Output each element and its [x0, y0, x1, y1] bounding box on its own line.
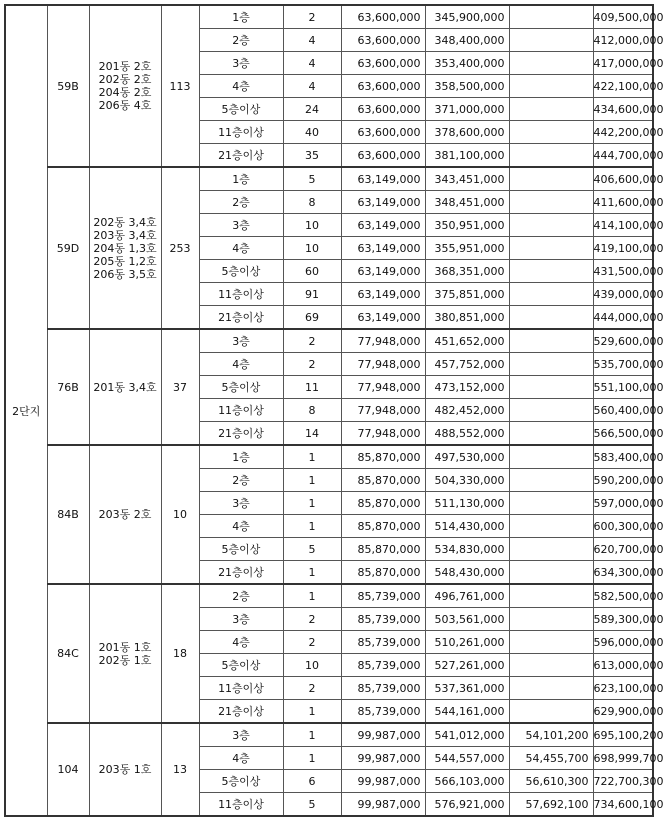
building-price-cell: 345,900,000 — [425, 5, 509, 29]
building-price-cell: 527,261,000 — [425, 654, 509, 677]
building-price-cell: 381,100,000 — [425, 144, 509, 168]
total-price-cell: 411,600,000 — [593, 191, 653, 214]
building-price-cell: 541,012,000 — [425, 723, 509, 747]
dong-line: 201동 1호 — [98, 640, 152, 654]
floor-cell: 21층이상 — [199, 700, 283, 724]
building-price-cell: 371,000,000 — [425, 98, 509, 121]
option-price-cell — [509, 631, 593, 654]
total-price-cell: 406,600,000 — [593, 167, 653, 191]
table-row — [5, 329, 653, 353]
floor-cell: 5층이상 — [199, 98, 283, 121]
total-price-cell: 417,000,000 — [593, 52, 653, 75]
total-price-cell: 529,600,000 — [593, 329, 653, 353]
dong-line: 201동 2호 — [98, 60, 152, 73]
option-price-cell: 57,692,100 — [509, 793, 593, 817]
option-price-cell — [509, 52, 593, 75]
land-price-cell: 77,948,000 — [341, 353, 425, 376]
building-price-cell: 576,921,000 — [425, 793, 509, 817]
option-price-cell — [509, 608, 593, 631]
total-price-cell: 613,000,000 — [593, 654, 653, 677]
option-price-cell — [509, 700, 593, 724]
building-price-cell: 511,130,000 — [425, 492, 509, 515]
total-price-cell: 634,300,000 — [593, 561, 653, 585]
count-cell: 1 — [283, 584, 341, 608]
total-price-cell: 434,600,000 — [593, 98, 653, 121]
count-cell: 91 — [283, 283, 341, 306]
dong-line: 202동 1호 — [98, 653, 152, 667]
unit-total-cell: 10 — [161, 445, 199, 584]
building-price-cell: 473,152,000 — [425, 376, 509, 399]
total-price-cell: 695,100,200 — [593, 723, 653, 747]
land-price-cell: 85,870,000 — [341, 515, 425, 538]
floor-cell: 11층이상 — [199, 793, 283, 817]
land-price-cell: 77,948,000 — [341, 376, 425, 399]
building-price-cell: 380,851,000 — [425, 306, 509, 330]
total-price-cell: 412,000,000 — [593, 29, 653, 52]
count-cell: 2 — [283, 608, 341, 631]
unit-type-cell: 76B — [47, 329, 89, 445]
dong-cell — [89, 584, 161, 723]
count-cell: 40 — [283, 121, 341, 144]
unit-type-cell: 59B — [47, 5, 89, 167]
dong-line: 203동 2호 — [98, 508, 152, 521]
count-cell: 2 — [283, 353, 341, 376]
option-price-cell — [509, 399, 593, 422]
option-price-cell — [509, 29, 593, 52]
unit-total-cell: 13 — [161, 723, 199, 816]
floor-cell: 2층 — [199, 29, 283, 52]
total-price-cell: 551,100,000 — [593, 376, 653, 399]
floor-cell: 3층 — [199, 492, 283, 515]
land-price-cell: 77,948,000 — [341, 422, 425, 446]
building-price-cell: 496,761,000 — [425, 584, 509, 608]
total-price-cell: 623,100,000 — [593, 677, 653, 700]
unit-type-cell: 84B — [47, 445, 89, 584]
count-cell: 8 — [283, 191, 341, 214]
table-row — [5, 445, 653, 469]
land-price-cell: 99,987,000 — [341, 770, 425, 793]
dong-line: 204동 1,3호 — [93, 241, 157, 255]
land-price-cell: 85,870,000 — [341, 445, 425, 469]
count-cell: 35 — [283, 144, 341, 168]
total-price-cell: 442,200,000 — [593, 121, 653, 144]
total-price-cell: 409,500,000 — [593, 5, 653, 29]
count-cell: 10 — [283, 214, 341, 237]
total-price-cell: 734,600,100 — [593, 793, 653, 817]
building-price-cell: 566,103,000 — [425, 770, 509, 793]
dong-cell — [89, 5, 161, 167]
dong-cell — [89, 445, 161, 584]
floor-cell: 4층 — [199, 353, 283, 376]
total-price-cell: 439,000,000 — [593, 283, 653, 306]
building-price-cell: 537,361,000 — [425, 677, 509, 700]
count-cell: 14 — [283, 422, 341, 446]
land-price-cell: 99,987,000 — [341, 747, 425, 770]
option-price-cell — [509, 677, 593, 700]
land-price-cell: 63,600,000 — [341, 98, 425, 121]
option-price-cell — [509, 237, 593, 260]
floor-cell: 4층 — [199, 515, 283, 538]
count-cell: 4 — [283, 75, 341, 98]
count-cell: 1 — [283, 445, 341, 469]
unit-type-cell: 104 — [47, 723, 89, 816]
land-price-cell: 85,739,000 — [341, 677, 425, 700]
building-price-cell: 503,561,000 — [425, 608, 509, 631]
building-price-cell: 368,351,000 — [425, 260, 509, 283]
table-row — [5, 723, 653, 747]
building-price-cell: 343,451,000 — [425, 167, 509, 191]
dong-line: 202동 2호 — [98, 73, 152, 86]
count-cell: 11 — [283, 376, 341, 399]
count-cell: 4 — [283, 52, 341, 75]
dong-line: 202동 3,4호 — [93, 215, 157, 229]
dong-cell — [89, 329, 161, 445]
dong-line: 205동 1,2호 — [93, 254, 157, 268]
floor-cell: 4층 — [199, 75, 283, 98]
count-cell: 4 — [283, 29, 341, 52]
total-price-cell: 582,500,000 — [593, 584, 653, 608]
option-price-cell — [509, 515, 593, 538]
floor-cell: 4층 — [199, 747, 283, 770]
total-price-cell: 698,999,700 — [593, 747, 653, 770]
building-price-cell: 451,652,000 — [425, 329, 509, 353]
count-cell: 1 — [283, 723, 341, 747]
unit-total-cell: 37 — [161, 329, 199, 445]
option-price-cell — [509, 469, 593, 492]
land-price-cell: 63,600,000 — [341, 5, 425, 29]
building-price-cell: 534,830,000 — [425, 538, 509, 561]
option-price-cell — [509, 306, 593, 330]
floor-cell: 3층 — [199, 329, 283, 353]
option-price-cell — [509, 561, 593, 585]
building-price-cell: 548,430,000 — [425, 561, 509, 585]
count-cell: 5 — [283, 167, 341, 191]
building-price-cell: 488,552,000 — [425, 422, 509, 446]
land-price-cell: 85,739,000 — [341, 654, 425, 677]
unit-type-cell: 59D — [47, 167, 89, 329]
floor-cell: 5층이상 — [199, 376, 283, 399]
complex-cell: 2단지 — [5, 5, 47, 816]
building-price-cell: 350,951,000 — [425, 214, 509, 237]
floor-cell: 4층 — [199, 237, 283, 260]
price-table — [4, 4, 663, 817]
option-price-cell: 54,455,700 — [509, 747, 593, 770]
option-price-cell — [509, 144, 593, 168]
land-price-cell: 63,149,000 — [341, 283, 425, 306]
floor-cell: 11층이상 — [199, 399, 283, 422]
floor-cell: 5층이상 — [199, 260, 283, 283]
count-cell: 1 — [283, 747, 341, 770]
count-cell: 5 — [283, 538, 341, 561]
total-price-cell: 600,300,000 — [593, 515, 653, 538]
land-price-cell: 85,870,000 — [341, 492, 425, 515]
building-price-cell: 378,600,000 — [425, 121, 509, 144]
count-cell: 1 — [283, 700, 341, 724]
land-price-cell: 63,149,000 — [341, 306, 425, 330]
total-price-cell: 566,500,000 — [593, 422, 653, 446]
option-price-cell — [509, 376, 593, 399]
option-price-cell — [509, 75, 593, 98]
floor-cell: 11층이상 — [199, 121, 283, 144]
count-cell: 1 — [283, 561, 341, 585]
floor-cell: 1층 — [199, 5, 283, 29]
floor-cell: 4층 — [199, 631, 283, 654]
building-price-cell: 353,400,000 — [425, 52, 509, 75]
building-price-cell: 514,430,000 — [425, 515, 509, 538]
land-price-cell: 63,149,000 — [341, 191, 425, 214]
count-cell: 1 — [283, 515, 341, 538]
option-price-cell — [509, 121, 593, 144]
option-price-cell — [509, 538, 593, 561]
floor-cell: 3층 — [199, 608, 283, 631]
dong-line: 203동 1호 — [98, 763, 152, 776]
floor-cell: 1층 — [199, 445, 283, 469]
total-price-cell: 620,700,000 — [593, 538, 653, 561]
land-price-cell: 85,739,000 — [341, 584, 425, 608]
option-price-cell: 54,101,200 — [509, 723, 593, 747]
land-price-cell: 63,600,000 — [341, 144, 425, 168]
dong-cell — [89, 167, 161, 329]
building-price-cell: 544,161,000 — [425, 700, 509, 724]
option-price-cell — [509, 445, 593, 469]
option-price-cell — [509, 214, 593, 237]
total-price-cell: 589,300,000 — [593, 608, 653, 631]
option-price-cell — [509, 283, 593, 306]
building-price-cell: 504,330,000 — [425, 469, 509, 492]
building-price-cell: 348,400,000 — [425, 29, 509, 52]
land-price-cell: 63,149,000 — [341, 214, 425, 237]
dong-line: 206동 4호 — [98, 99, 152, 112]
count-cell: 8 — [283, 399, 341, 422]
floor-cell: 11층이상 — [199, 677, 283, 700]
count-cell: 5 — [283, 793, 341, 817]
floor-cell: 2층 — [199, 469, 283, 492]
count-cell: 1 — [283, 492, 341, 515]
floor-cell: 5층이상 — [199, 538, 283, 561]
floor-cell: 3층 — [199, 214, 283, 237]
count-cell: 2 — [283, 5, 341, 29]
building-price-cell: 497,530,000 — [425, 445, 509, 469]
table-row — [5, 5, 653, 29]
total-price-cell: 535,700,000 — [593, 353, 653, 376]
table-row — [5, 167, 653, 191]
total-price-cell: 560,400,000 — [593, 399, 653, 422]
option-price-cell — [509, 329, 593, 353]
option-price-cell — [509, 584, 593, 608]
total-price-cell: 722,700,300 — [593, 770, 653, 793]
floor-cell: 3층 — [199, 723, 283, 747]
unit-total-cell: 18 — [161, 584, 199, 723]
land-price-cell: 85,739,000 — [341, 631, 425, 654]
land-price-cell: 63,600,000 — [341, 52, 425, 75]
building-price-cell: 375,851,000 — [425, 283, 509, 306]
option-price-cell — [509, 191, 593, 214]
land-price-cell: 85,870,000 — [341, 538, 425, 561]
floor-cell: 2층 — [199, 191, 283, 214]
floor-cell: 21층이상 — [199, 306, 283, 330]
total-price-cell: 590,200,000 — [593, 469, 653, 492]
option-price-cell — [509, 353, 593, 376]
dong-line: 203동 3,4호 — [93, 228, 157, 242]
price-table-body — [5, 5, 663, 816]
table-row — [5, 584, 653, 608]
floor-cell: 21층이상 — [199, 144, 283, 168]
dong-line: 201동 3,4호 — [93, 380, 157, 394]
unit-total-cell: 253 — [161, 167, 199, 329]
total-price-cell: 583,400,000 — [593, 445, 653, 469]
building-price-cell: 355,951,000 — [425, 237, 509, 260]
total-price-cell: 596,000,000 — [593, 631, 653, 654]
floor-cell: 11층이상 — [199, 283, 283, 306]
land-price-cell: 99,987,000 — [341, 793, 425, 817]
option-price-cell — [509, 98, 593, 121]
land-price-cell: 99,987,000 — [341, 723, 425, 747]
total-price-cell: 444,700,000 — [593, 144, 653, 168]
dong-line: 206동 3,5호 — [93, 267, 157, 281]
land-price-cell: 77,948,000 — [341, 329, 425, 353]
floor-cell: 1층 — [199, 167, 283, 191]
count-cell: 1 — [283, 469, 341, 492]
count-cell: 2 — [283, 677, 341, 700]
total-price-cell: 444,000,000 — [593, 306, 653, 330]
building-price-cell: 482,452,000 — [425, 399, 509, 422]
option-price-cell — [509, 167, 593, 191]
unit-total-cell: 113 — [161, 5, 199, 167]
floor-cell: 2층 — [199, 584, 283, 608]
floor-cell: 21층이상 — [199, 561, 283, 585]
count-cell: 24 — [283, 98, 341, 121]
option-price-cell: 56,610,300 — [509, 770, 593, 793]
floor-cell: 5층이상 — [199, 770, 283, 793]
total-price-cell: 629,900,000 — [593, 700, 653, 724]
land-price-cell: 85,739,000 — [341, 700, 425, 724]
option-price-cell — [509, 422, 593, 446]
unit-type-cell: 84C — [47, 584, 89, 723]
count-cell: 69 — [283, 306, 341, 330]
land-price-cell: 63,149,000 — [341, 260, 425, 283]
floor-cell: 21층이상 — [199, 422, 283, 446]
building-price-cell: 510,261,000 — [425, 631, 509, 654]
floor-cell: 3층 — [199, 52, 283, 75]
total-price-cell: 419,100,000 — [593, 237, 653, 260]
land-price-cell: 63,600,000 — [341, 121, 425, 144]
total-price-cell: 597,000,000 — [593, 492, 653, 515]
count-cell: 6 — [283, 770, 341, 793]
building-price-cell: 544,557,000 — [425, 747, 509, 770]
dong-cell — [89, 723, 161, 816]
building-price-cell: 348,451,000 — [425, 191, 509, 214]
option-price-cell — [509, 492, 593, 515]
count-cell: 10 — [283, 654, 341, 677]
count-cell: 2 — [283, 631, 341, 654]
option-price-cell — [509, 260, 593, 283]
dong-line: 204동 2호 — [98, 86, 152, 99]
total-price-cell: 414,100,000 — [593, 214, 653, 237]
option-price-cell — [509, 654, 593, 677]
option-price-cell — [509, 5, 593, 29]
count-cell: 2 — [283, 329, 341, 353]
building-price-cell: 457,752,000 — [425, 353, 509, 376]
land-price-cell: 63,600,000 — [341, 75, 425, 98]
land-price-cell: 63,149,000 — [341, 167, 425, 191]
count-cell: 60 — [283, 260, 341, 283]
count-cell: 10 — [283, 237, 341, 260]
building-price-cell: 358,500,000 — [425, 75, 509, 98]
total-price-cell: 431,500,000 — [593, 260, 653, 283]
land-price-cell: 77,948,000 — [341, 399, 425, 422]
land-price-cell: 63,149,000 — [341, 237, 425, 260]
land-price-cell: 85,870,000 — [341, 561, 425, 585]
floor-cell: 5층이상 — [199, 654, 283, 677]
total-price-cell: 422,100,000 — [593, 75, 653, 98]
land-price-cell: 63,600,000 — [341, 29, 425, 52]
land-price-cell: 85,739,000 — [341, 608, 425, 631]
land-price-cell: 85,870,000 — [341, 469, 425, 492]
